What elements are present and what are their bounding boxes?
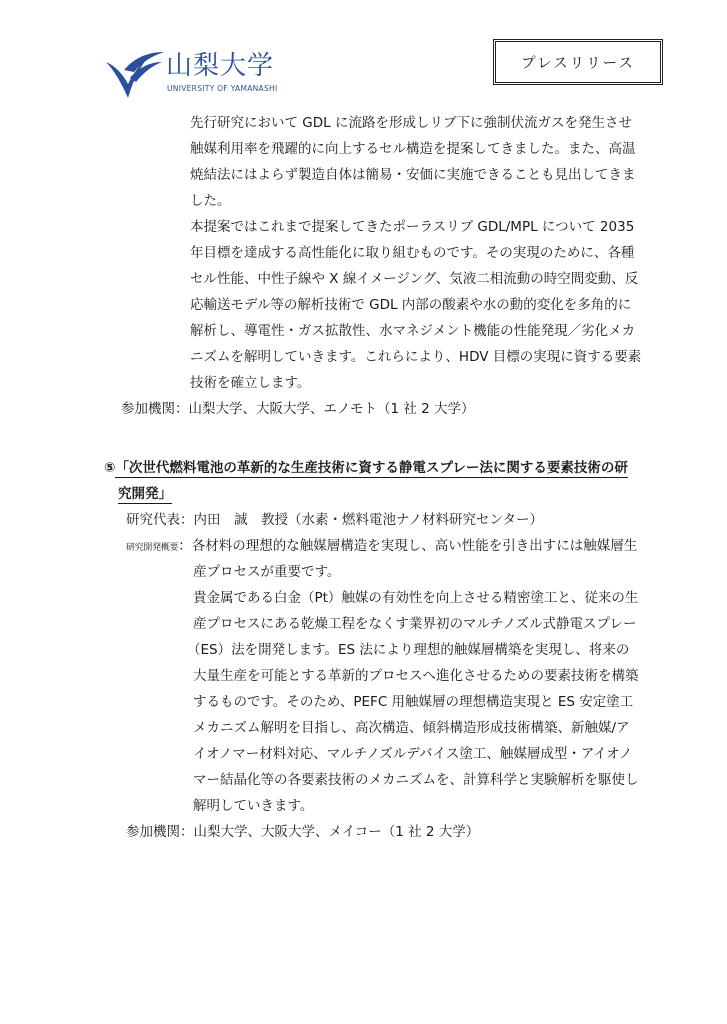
section5-overview-line: 大量生産を可能とする革新的プロセスへ進化させるための要素技術を構築 [193, 668, 639, 684]
section4-body-line: した。 [190, 193, 231, 209]
press-release-box [493, 39, 663, 85]
section5-overview-line: 産プロセスが重要です。 [193, 564, 341, 580]
section4-body-line: 先行研究において GDL に流路を形成しリブ下に強制伏流ガスを発生させ [190, 115, 632, 131]
section5-title [104, 459, 628, 477]
section5-overview-line: 産プロセスにある乾燥工程をなくす業界初のマルチノズル式静電スプレー [193, 616, 637, 632]
section5-overview-line: メカニズム解明を目指し、高次構造、傾斜構造形成技術構築、新触媒/ア [193, 720, 630, 736]
section5-overview-line: イオノマー材料対応、マルチノズルデバイス塗工、触媒層成型・アイオノ [193, 746, 633, 762]
section5-representative: 研究代表：内田 誠 教授（水素・燃料電池ナノ材料研究センター） [126, 512, 544, 528]
section4-body-line: 触媒利用率を飛躍的に向上するセル構造を提案してきました。また、高温 [190, 141, 636, 157]
university-name-en: UNIVERSITY OF YAMANASHI [167, 84, 278, 93]
section5-overview-line: （ES）法を開発します。ES 法により理想的触媒層構築を実現し、将来の [187, 642, 630, 658]
section5-overview-line: するものです。そのため、PEFC 用触媒層の理想構造実現と ES 安定塗工 [193, 694, 634, 710]
overview-label: 研究開発概要 [126, 543, 179, 553]
section4-body-line: 技術を確立します。 [190, 375, 311, 391]
section5-overview-line: 貴金属である白金（Pt）触媒の有効性を向上させる精密塗工と、従来の生 [193, 590, 639, 606]
section4-body-line: 解析し、導電性・ガス拡散性、水マネジメント機能の性能発現／劣化メカ [190, 323, 636, 339]
section4-participants: 参加機関：山梨大学、大阪大学、エノモト（1 社 2 大学） [121, 401, 475, 417]
university-emblem-icon [104, 48, 166, 100]
section4-body-line: 焼結法にはよらず製造自体は簡易・安価に実施できることも見出してきま [190, 167, 636, 183]
section5-title-line2: 究開発」 [118, 486, 172, 502]
university-name: 山梨大学 [166, 51, 275, 81]
section4-body-line: セル性能、中性子線や X 線イメージング、気液二相流動の時空間変動、反 [190, 271, 639, 287]
section4-body-line: 応輸送モデル等の解析技術で GDL 内部の酸素や水の動的変化を多角的に [190, 297, 632, 313]
press-release-label: プレスリリース [521, 55, 635, 72]
section4-body-line: 年目標を達成する高性能化に取り組むものです。その実現のために、各種 [190, 245, 635, 261]
section5-overview-line: マー結晶化等の各要素技術のメカニズムを、計算科学と実験解析を駆使し [193, 772, 639, 788]
section4-body-line: 本提案ではこれまで提案してきたポーラスリブ GDL/MPL について 2035 [190, 219, 635, 235]
section4-body-line: ニズムを解明していきます。これらにより、HDV 目標の実現に資する要素 [190, 349, 642, 365]
section5-title-line1: 「次世代燃料電池の革新的な生産技術に資する静電スプレー法に関する要素技術の研 [115, 460, 628, 476]
section5-overview-line: 解明していきます。 [193, 798, 314, 814]
section5-number: ⑤ [104, 460, 116, 476]
section5-title-cont [118, 485, 172, 503]
university-logo [104, 48, 284, 102]
section5-overview-first [126, 537, 637, 557]
overview-line: ：各材料の理想的な触媒層構造を実現し、高い性能を引き出すには触媒層生 [178, 538, 638, 554]
section5-participants: 参加機関：山梨大学、大阪大学、メイコー（1 社 2 大学） [126, 824, 480, 840]
